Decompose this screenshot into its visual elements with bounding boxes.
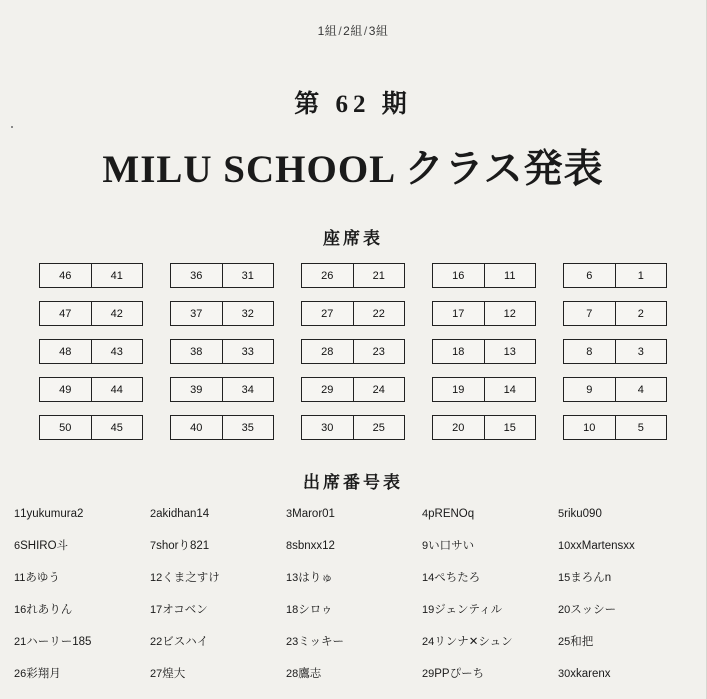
roster-item-name: くま之すけ (162, 572, 220, 584)
seat-pair (432, 301, 536, 326)
seat-cell[interactable]: 48 (40, 340, 92, 363)
breadcrumb-item-2[interactable]: 2組 (343, 24, 363, 38)
roster-item[interactable] (422, 635, 556, 649)
breadcrumb-separator-1: / (338, 24, 343, 38)
roster-item-name: ミッキー (298, 636, 345, 648)
roster-item-number: 30 (558, 668, 571, 680)
seat-cell[interactable]: 24 (372, 383, 385, 396)
roster-item-number: 8 (286, 540, 293, 552)
seat-cell[interactable]: 12 (503, 307, 516, 320)
seat-cell[interactable]: 41 (110, 269, 123, 282)
roster-item[interactable] (14, 539, 148, 553)
seat-pair (39, 339, 143, 364)
roster-item-number: 11 (14, 572, 26, 584)
roster-item-name: akidhan14 (156, 508, 210, 520)
seat-cell[interactable]: 7 (564, 302, 616, 325)
seat-pair (432, 377, 536, 402)
roster-item-number: 2 (150, 508, 157, 520)
seat-column (301, 263, 405, 440)
seat-cell[interactable]: 15 (503, 421, 516, 434)
roster-item-name: ジェンティル (434, 604, 503, 616)
roster-item-name: ハーリー185 (26, 636, 92, 648)
roster-item[interactable] (14, 507, 148, 521)
roster-item-name: xkarenx (570, 668, 611, 680)
roster-item[interactable] (558, 635, 692, 649)
seat-cell[interactable]: 33 (241, 345, 254, 358)
roster-item-name: sbnxx12 (292, 540, 335, 552)
roster-item-number: 17 (150, 604, 163, 616)
seat-cell[interactable]: 5 (637, 421, 644, 434)
seat-pair (170, 377, 274, 402)
seat-pair (39, 377, 143, 402)
roster-item-number: 26 (14, 668, 27, 680)
seat-cell[interactable]: 35 (241, 421, 254, 434)
seat-cell[interactable]: 49 (40, 378, 92, 401)
roster-item-name: オコベン (162, 604, 208, 616)
seat-cell[interactable]: 40 (171, 416, 223, 439)
seat-cell[interactable]: 2 (637, 307, 644, 320)
seat-cell[interactable]: 45 (110, 421, 123, 434)
seat-cell[interactable]: 38 (171, 340, 223, 363)
page-marker-dot (11, 126, 13, 128)
roster-item-number: 21 (14, 636, 27, 648)
seat-cell[interactable]: 4 (637, 383, 644, 396)
roster-item-name: シロゥ (298, 604, 333, 616)
seat-pair (301, 339, 405, 364)
seat-cell[interactable]: 1 (637, 269, 644, 282)
roster-item[interactable] (558, 571, 692, 585)
seat-cell[interactable]: 50 (40, 416, 92, 439)
roster-item[interactable] (150, 667, 284, 681)
roster-item-name: ビスハイ (162, 636, 209, 648)
roster-item-name: 彩翔月 (26, 668, 61, 680)
breadcrumb-separator-2: / (363, 24, 368, 38)
seat-pair (301, 377, 405, 402)
seat-cell[interactable]: 31 (241, 269, 254, 282)
roster-item-number: 9 (422, 540, 429, 552)
seat-cell[interactable]: 30 (302, 416, 354, 439)
roster-title: 出席番号表 (303, 473, 403, 492)
breadcrumb-item-1[interactable]: 1組 (317, 24, 338, 38)
roster-item[interactable] (422, 571, 556, 585)
seat-pair (39, 263, 143, 288)
seat-cell[interactable]: 8 (564, 340, 616, 363)
roster-item[interactable] (286, 635, 420, 649)
seat-column (563, 263, 667, 440)
seat-cell[interactable]: 34 (241, 383, 254, 396)
seat-pair (39, 301, 143, 326)
roster-item-number: 6 (14, 540, 21, 552)
roster-list (0, 507, 706, 681)
roster-item[interactable] (150, 603, 284, 617)
roster-item-name: xxMartensxx (570, 540, 635, 552)
seat-pair (170, 415, 274, 440)
roster-item-number: 13 (286, 572, 299, 584)
seat-pair (432, 415, 536, 440)
roster-item-name: はりゅ (298, 572, 333, 584)
seat-pair (170, 263, 274, 288)
roster-item[interactable] (150, 539, 284, 553)
seat-cell[interactable]: 18 (433, 340, 485, 363)
seat-cell[interactable]: 20 (433, 416, 485, 439)
seat-cell[interactable]: 9 (564, 378, 616, 401)
seat-pair (563, 301, 667, 326)
seat-cell[interactable]: 29 (302, 378, 354, 401)
seat-cell[interactable]: 22 (372, 307, 385, 320)
roster-item[interactable] (422, 507, 556, 521)
roster-item[interactable] (150, 571, 284, 585)
roster-item-number: 28 (286, 668, 299, 680)
seat-pair (39, 415, 143, 440)
roster-item-name: い口サい (428, 540, 475, 552)
seat-column (39, 263, 143, 440)
roster-item-number: 22 (150, 636, 163, 648)
seat-cell[interactable]: 6 (564, 264, 616, 287)
seat-cell[interactable]: 36 (171, 264, 223, 287)
seat-pair (301, 263, 405, 288)
seat-pair (563, 377, 667, 402)
roster-item-number: 10 (558, 540, 571, 552)
roster-item-number: 27 (150, 668, 163, 680)
roster-item[interactable] (150, 507, 284, 521)
roster-item[interactable] (558, 507, 692, 521)
roster-item[interactable] (286, 667, 420, 681)
seat-cell[interactable]: 28 (302, 340, 354, 363)
roster-item-number: 12 (150, 572, 163, 584)
roster-item-number: 29 (422, 668, 435, 680)
seat-cell[interactable]: 37 (171, 302, 223, 325)
seat-pair (170, 339, 274, 364)
roster-item[interactable] (14, 635, 148, 649)
seating-chart-title: 座席表 (323, 229, 383, 248)
roster-item[interactable] (150, 635, 284, 649)
page-title: MILU SCHOOL クラス発表 (102, 148, 604, 191)
seat-cell[interactable]: 10 (564, 416, 616, 439)
seat-cell[interactable]: 21 (372, 269, 385, 282)
roster-item-name: 和把 (570, 636, 594, 648)
roster-item[interactable] (558, 539, 692, 553)
seat-cell[interactable]: 26 (302, 264, 354, 287)
seat-cell[interactable]: 19 (433, 378, 485, 401)
roster-item-name: 煌大 (162, 668, 186, 680)
roster-item[interactable] (286, 507, 420, 521)
seat-cell[interactable]: 42 (110, 307, 123, 320)
roster-item-name: 1yukumura2 (20, 508, 84, 520)
roster-item[interactable] (14, 667, 148, 681)
roster-item[interactable] (286, 539, 420, 553)
roster-item-number: 25 (558, 636, 571, 648)
seat-cell[interactable]: 14 (503, 383, 516, 396)
seat-pair (563, 415, 667, 440)
roster-item-name: SHIRO斗 (20, 540, 69, 552)
roster-item-name: riku090 (564, 508, 602, 520)
breadcrumb-item-3[interactable]: 3組 (368, 24, 389, 38)
seat-pair (563, 339, 667, 364)
seat-pair (301, 301, 405, 326)
roster-item[interactable] (422, 603, 556, 617)
roster-item-number: 16 (14, 604, 27, 616)
roster-item-number: 15 (558, 572, 571, 584)
roster-item-number: 18 (286, 604, 299, 616)
roster-item-name: PPぴーち (434, 668, 485, 680)
roster-item[interactable] (286, 603, 420, 617)
seat-cell[interactable]: 3 (637, 345, 644, 358)
roster-item-number: 24 (422, 636, 435, 648)
roster-item[interactable] (286, 571, 420, 585)
seat-pair (432, 339, 536, 364)
roster-item-name: まろんn (570, 572, 612, 584)
roster-item-number: 19 (422, 604, 435, 616)
roster-item-name: pRENOq (428, 508, 475, 520)
seat-pair (432, 263, 536, 288)
seat-cell[interactable]: 23 (372, 345, 385, 358)
roster-item-number: 1 (14, 508, 21, 520)
roster-item-number: 20 (558, 604, 571, 616)
roster-item-name: リンナ✕シュン (434, 636, 513, 648)
seat-cell[interactable]: 17 (433, 302, 485, 325)
seat-cell[interactable]: 27 (302, 302, 354, 325)
roster-item-number: 14 (422, 572, 435, 584)
seat-column (432, 263, 536, 440)
seat-pair (301, 415, 405, 440)
seat-column (170, 263, 274, 440)
roster-item-number: 3 (286, 508, 293, 520)
seat-cell[interactable]: 47 (40, 302, 92, 325)
seat-cell[interactable]: 32 (241, 307, 254, 320)
roster-item[interactable] (422, 667, 556, 681)
breadcrumb (0, 0, 706, 39)
seat-cell[interactable]: 25 (372, 421, 385, 434)
roster-item-name: ぺちたろ (434, 572, 481, 584)
seat-pair (170, 301, 274, 326)
term-label: 第 62 期 (294, 91, 412, 118)
roster-item-number: 5 (558, 508, 565, 520)
roster-item-name: スッシー (570, 604, 617, 616)
roster-item-number: 7 (150, 540, 157, 552)
seat-cell[interactable]: 39 (171, 378, 223, 401)
roster-item-number: 4 (422, 508, 429, 520)
roster-item-name: れありん (26, 604, 73, 616)
roster-item-name: あゆう (25, 572, 60, 584)
roster-item[interactable] (422, 539, 556, 553)
roster-item[interactable] (558, 603, 692, 617)
seat-pair (563, 263, 667, 288)
seat-cell[interactable]: 44 (110, 383, 123, 396)
roster-item[interactable] (14, 571, 148, 585)
roster-item-name: 鷹志 (298, 668, 322, 680)
seat-cell[interactable]: 46 (40, 264, 92, 287)
seating-chart (0, 263, 706, 440)
roster-item[interactable] (558, 667, 692, 681)
roster-item[interactable] (14, 603, 148, 617)
seat-cell[interactable]: 13 (503, 345, 516, 358)
roster-item-name: shorり821 (156, 540, 210, 552)
seat-cell[interactable]: 43 (110, 345, 123, 358)
roster-item-number: 23 (286, 636, 299, 648)
roster-item-name: Maror01 (292, 508, 335, 520)
seat-cell[interactable]: 11 (504, 269, 516, 282)
seat-cell[interactable]: 16 (433, 264, 485, 287)
